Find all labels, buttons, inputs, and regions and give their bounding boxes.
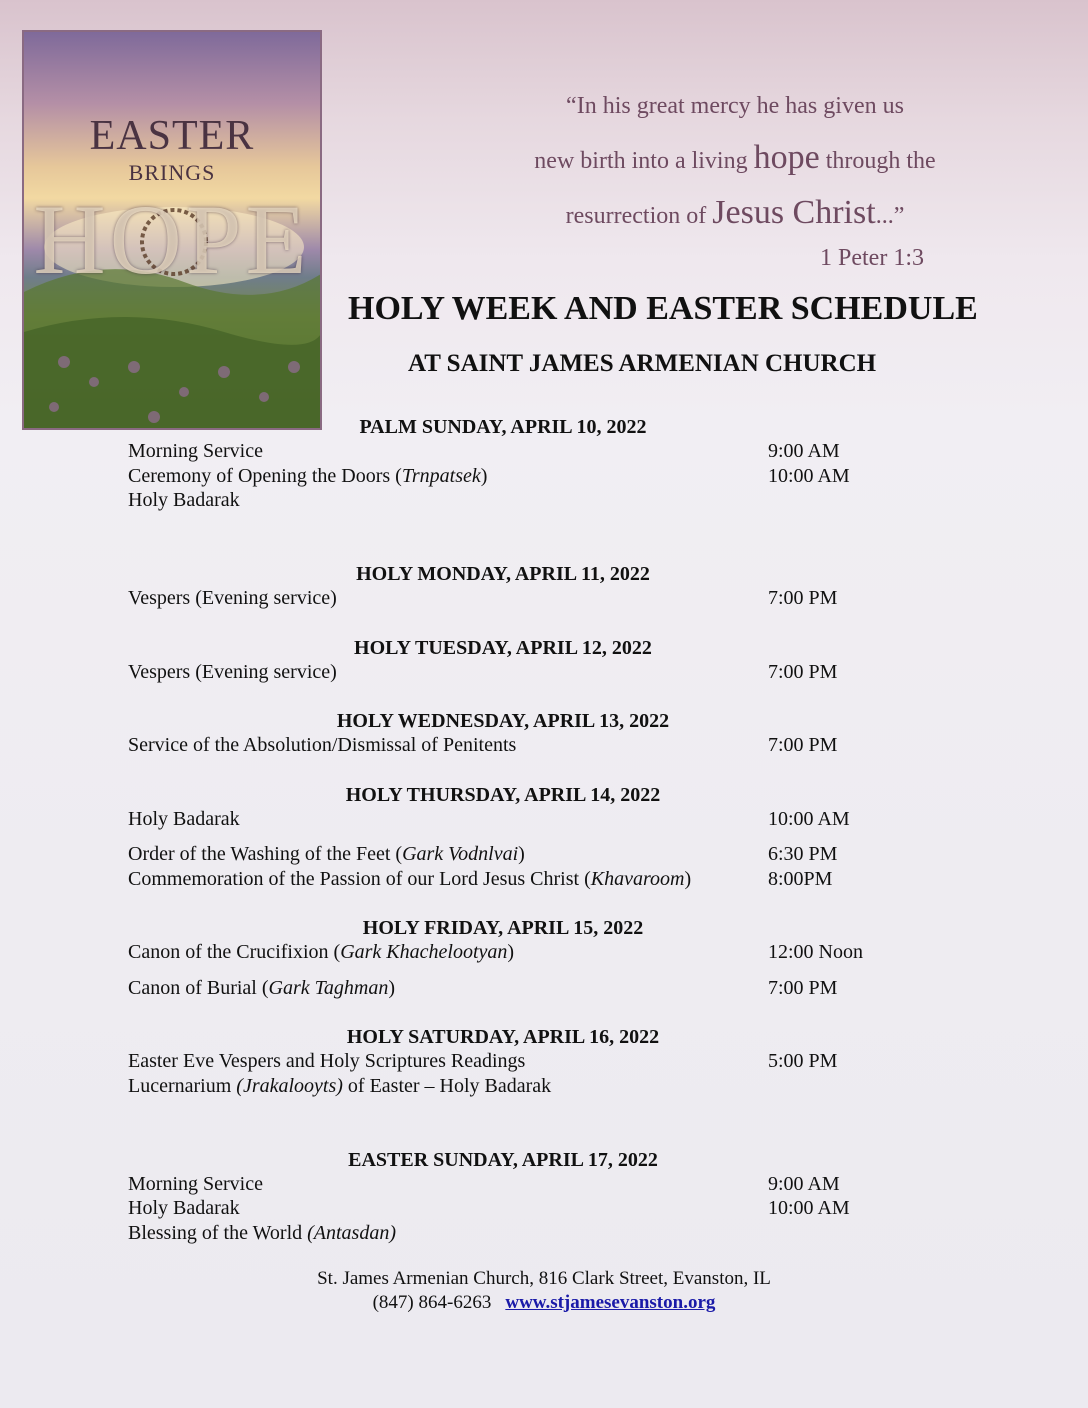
schedule-row: Easter Eve Vespers and Holy Scriptures Readings 5:00 PM bbox=[128, 1050, 838, 1072]
schedule-row: Canon of Burial (Gark Taghman) 7:00 PM bbox=[128, 977, 838, 999]
poster-brings-text: BRINGS bbox=[128, 160, 216, 185]
service-time: 7:00 PM bbox=[768, 734, 838, 756]
schedule-row: Ceremony of Opening the Doors (Trnpatsek) 10:00 AM bbox=[128, 465, 850, 487]
page-title: HOLY WEEK AND EASTER SCHEDULE bbox=[348, 290, 978, 327]
quote-citation: 1 Peter 1:3 bbox=[820, 245, 924, 271]
page-subtitle: AT SAINT JAMES ARMENIAN CHURCH bbox=[408, 350, 877, 377]
schedule-row: Vespers (Evening service) 7:00 PM bbox=[128, 661, 838, 683]
service-time: 7:00 PM bbox=[768, 661, 838, 683]
day-heading: HOLY SATURDAY, APRIL 16, 2022 bbox=[346, 1026, 660, 1048]
schedule-row: Morning Service 9:00 AM bbox=[128, 1173, 840, 1195]
schedule-row: Holy Badarak bbox=[128, 489, 240, 511]
quote-line-1: “In his great mercy he has given us bbox=[566, 93, 904, 119]
day-heading: HOLY FRIDAY, APRIL 15, 2022 bbox=[362, 917, 644, 939]
poster-easter-text: EASTER bbox=[89, 113, 255, 159]
poster-hope-text: HOPE bbox=[33, 184, 311, 295]
day-heading: PALM SUNDAY, APRIL 10, 2022 bbox=[359, 416, 647, 438]
day-heading: HOLY MONDAY, APRIL 11, 2022 bbox=[356, 563, 650, 585]
service-time: 6:30 PM bbox=[768, 843, 838, 865]
service-time: 7:00 PM bbox=[768, 587, 838, 609]
schedule-row: Holy Badarak 10:00 AM bbox=[128, 808, 850, 830]
quote-line-3: resurrection of Jesus Christ...” bbox=[565, 194, 905, 231]
schedule-row: Canon of the Crucifixion (Gark Khachelootyan) 12:00 Noon bbox=[128, 941, 863, 963]
footer-contact bbox=[0, 1291, 1088, 1315]
footer-phone: (847) 864-6263 bbox=[372, 1292, 492, 1313]
footer-address: St. James Armenian Church, 816 Clark Street, Evanston, IL bbox=[317, 1268, 771, 1289]
day-heading: HOLY TUESDAY, APRIL 12, 2022 bbox=[354, 637, 652, 659]
schedule-row: Service of the Absolution/Dismissal of Penitents 7:00 PM bbox=[128, 734, 838, 756]
service-time: 10:00 AM bbox=[768, 465, 850, 487]
website-link[interactable]: www.stjamesevanston.org bbox=[505, 1292, 716, 1313]
schedule-row: Morning Service 9:00 AM bbox=[128, 440, 840, 462]
service-time: 8:00PM bbox=[768, 868, 833, 890]
service-time: 7:00 PM bbox=[768, 977, 838, 999]
service-time: 9:00 AM bbox=[768, 440, 840, 462]
schedule-row: Order of the Washing of the Feet (Gark Vodnlvai) 6:30 PM bbox=[128, 843, 838, 865]
day-heading: HOLY WEDNESDAY, APRIL 13, 2022 bbox=[336, 710, 670, 732]
service-time: 9:00 AM bbox=[768, 1173, 840, 1195]
quote-line-2: new birth into a living hope through the bbox=[534, 139, 936, 176]
service-time: 10:00 AM bbox=[768, 1197, 850, 1219]
service-time: 5:00 PM bbox=[768, 1050, 838, 1072]
scripture-quote bbox=[440, 80, 1030, 242]
easter-poster-image bbox=[22, 30, 322, 430]
service-time: 10:00 AM bbox=[768, 808, 850, 830]
schedule-row: Lucernarium (Jrakalooyts) of Easter – Holy Badarak bbox=[128, 1075, 552, 1097]
service-time: 12:00 Noon bbox=[768, 941, 863, 963]
schedule-row: Vespers (Evening service) 7:00 PM bbox=[128, 587, 838, 609]
day-heading: EASTER SUNDAY, APRIL 17, 2022 bbox=[348, 1149, 658, 1171]
schedule-row: Commemoration of the Passion of our Lord Jesus Christ (Khavaroom) 8:00PM bbox=[128, 868, 833, 890]
footer bbox=[0, 1267, 1088, 1315]
schedule-row: Blessing of the World (Antasdan) bbox=[128, 1222, 397, 1244]
schedule-row: Holy Badarak 10:00 AM bbox=[128, 1197, 850, 1219]
day-heading: HOLY THURSDAY, APRIL 14, 2022 bbox=[345, 784, 661, 806]
